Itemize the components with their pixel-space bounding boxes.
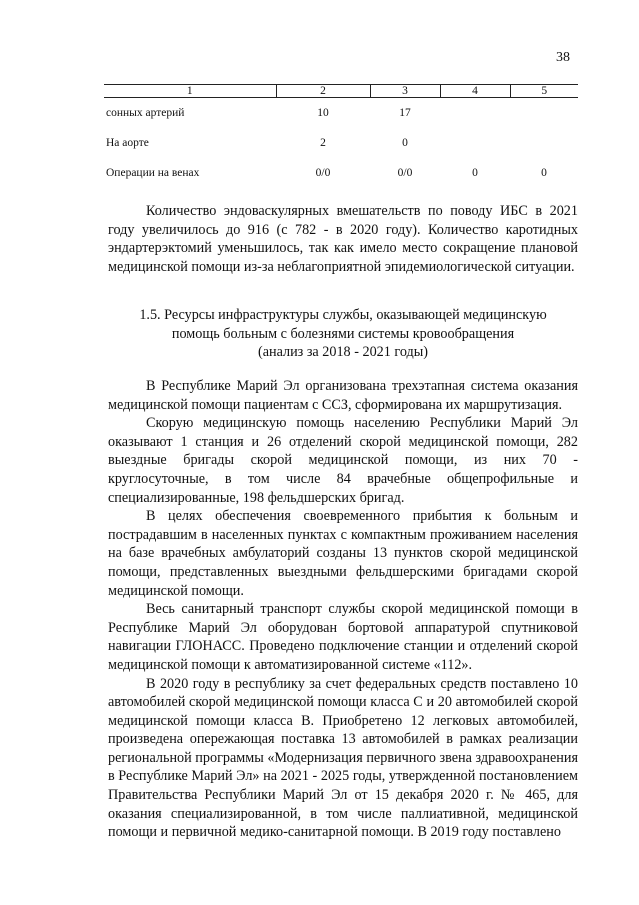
table-cell — [440, 128, 510, 158]
paragraph: В 2020 году в республику за счет федеральных средств поставлено 10 автомобилей скорой медицинской помощи класса С и 20 автомобилей скорой медицинской помощи класса В. Приобретено 12 легковых автомобилей, произведена опережающая поставка 13 автомобилей в рамках реализации региональной программы «Модернизация первичного звена здравоохранения в Республике Марий Эл» на 2021 - 2025 годы, утвержденной постановлением Правительства Республики Марий Эл от 15 декабря 2020 г. № 465, для оказания специализированной, в том числе паллиативной, медицинской помощи и первичной медико-санитарной помощи. В 2019 году поставлено — [108, 675, 578, 841]
section-body — [108, 377, 578, 842]
table-row — [104, 158, 578, 188]
table-header-row — [104, 85, 578, 98]
table-cell: 0 — [402, 137, 408, 149]
table-cell: 10 — [317, 107, 329, 119]
paragraph: В Республике Марий Эл организована трехэтапная система оказания медицинской помощи пациентам с ССЗ, сформирована их маршрутизация. — [108, 378, 578, 413]
table-cell — [440, 98, 510, 129]
table-cell: 0 — [472, 167, 478, 179]
section-heading — [108, 306, 578, 362]
table-row-label: сонных артерий — [106, 107, 185, 119]
section-heading-line: 1.5. Ресурсы инфраструктуры службы, оказывающей медицинскую — [139, 307, 547, 323]
table-cell: 2 — [320, 137, 326, 149]
table-cell: 0/0 — [315, 167, 331, 179]
section-heading-line: (анализ за 2018 - 2021 годы) — [257, 344, 429, 361]
paragraph: Количество эндоваскулярных вмешательств по поводу ИБС в 2021 году увеличилось до 916 (с 782 - в 2020 году). Количество каротидных эндартерэктомий уменьшилось, так как имело место сокращение плановой медицинской помощи из-за неблагоприятной эпидемиологической ситуации. — [108, 203, 578, 275]
surgery-stats-table — [104, 84, 578, 188]
table-row-label: На аорте — [106, 137, 149, 149]
table-header-cell: 1 — [104, 85, 276, 98]
table-cell — [510, 128, 578, 158]
section-heading-line: помощь больным с болезнями системы кровообращения — [171, 325, 515, 342]
table-header-cell: 3 — [370, 85, 440, 98]
paragraph: В целях обеспечения своевременного прибытия к больным и пострадавшим в населенных пунктах с компактным проживанием населения на базе врачебных амбулаторий созданы 13 пунктов скорой медицинской помощи, представленных выездными фельдшерскими бригадами скорой медицинской помощи. — [108, 508, 578, 599]
table-row — [104, 128, 578, 158]
table-cell — [510, 98, 578, 129]
paragraph: Скорую медицинскую помощь населению Республики Марий Эл оказывают 1 станция и 26 отделений скорой медицинской помощи, 282 выездные бригады скорой медицинской помощи, из них 70 - круглосуточные, в том числе 84 врачебные общепрофильные и специализированные, 198 фельдшерских бригад. — [108, 415, 578, 506]
table-header-cell: 4 — [440, 85, 510, 98]
table-row — [104, 98, 578, 129]
ibs-summary — [108, 202, 578, 276]
table-row-label: Операции на венах — [106, 167, 200, 179]
table-cell: 0/0 — [397, 167, 413, 179]
table-header-cell: 5 — [510, 85, 578, 98]
table-cell: 17 — [399, 107, 411, 119]
paragraph: Весь санитарный транспорт службы скорой медицинской помощи в Республике Марий Эл оборудован бортовой аппаратурой спутниковой навигации ГЛОНАСС. Проведено подключение станции и отделений скорой медицинской помощи к автоматизированной системе «112». — [108, 601, 578, 673]
table-cell: 0 — [541, 167, 547, 179]
table-header-cell: 2 — [276, 85, 370, 98]
page-number: 38 — [556, 50, 570, 65]
